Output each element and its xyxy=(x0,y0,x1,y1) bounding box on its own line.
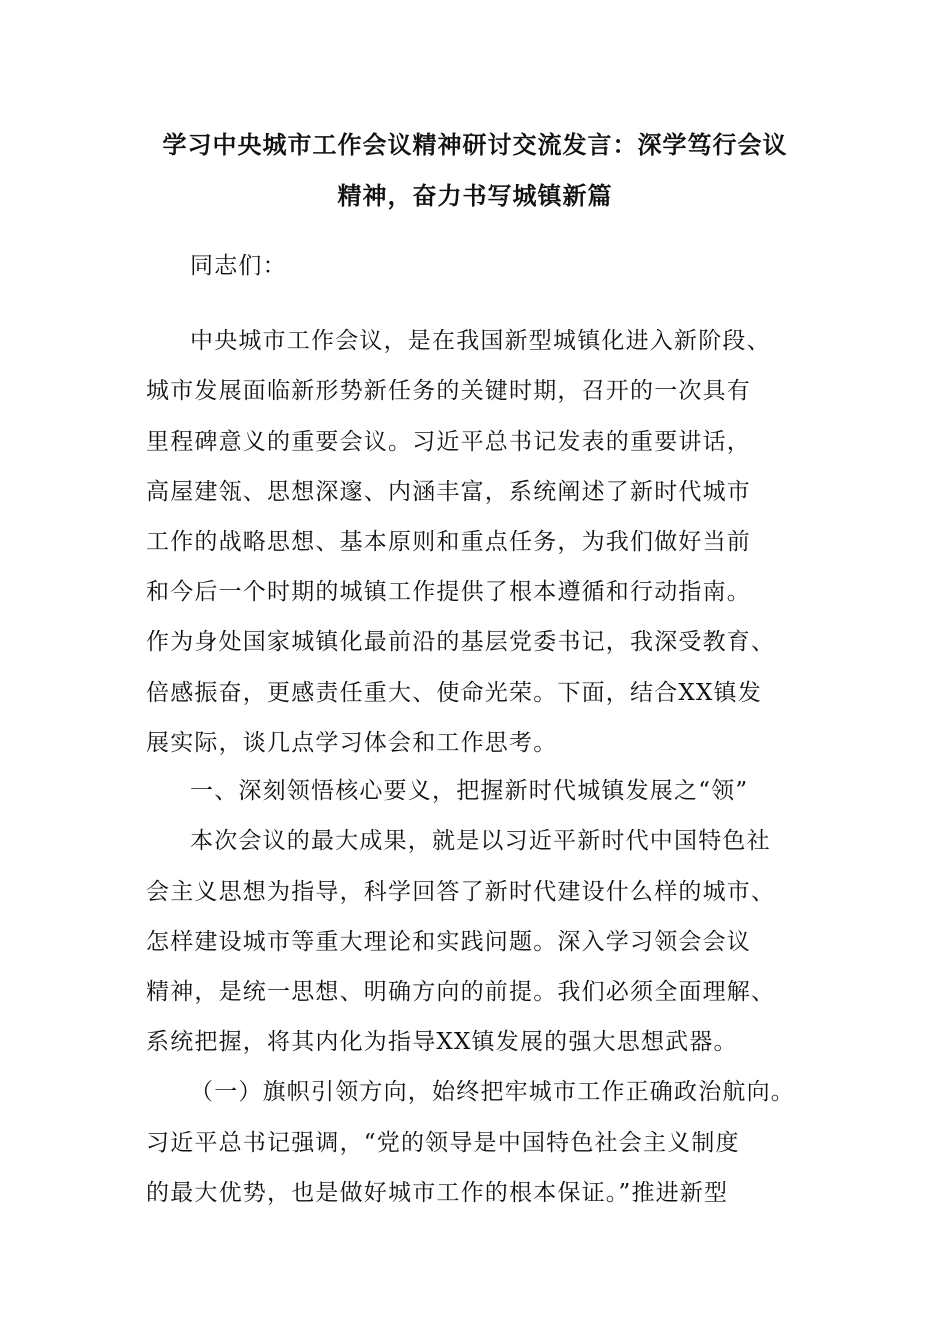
section-heading: 一、深刻领悟核心要义，把握新时代城镇发展之“领” xyxy=(190,778,749,804)
document-title-line-2: 精神，奋力书写城镇新篇 xyxy=(337,182,613,210)
body-line: 和今后一个时期的城镇工作提供了根本遵循和行动指南。 xyxy=(146,579,751,605)
body-line: 会主义思想为指导，科学回答了新时代建设什么样的城市、 xyxy=(146,879,776,905)
body-line: 展实际，谈几点学习体会和工作思考。 xyxy=(146,730,558,756)
subsection-heading: （一）旗帜引领方向，始终把牢城市工作正确政治航向。 xyxy=(190,1079,795,1105)
document-title-line-1: 学习中央城市工作会议精神研讨交流发言：深学笃行会议 xyxy=(162,131,788,159)
salutation: 同志们： xyxy=(190,253,287,279)
body-line: 高屋建瓴、思想深邃、内涵丰富，系统阐述了新时代城市 xyxy=(146,479,751,505)
body-line: 习近平总书记强调，“党的领导是中国特色社会主义制度 xyxy=(146,1130,740,1156)
body-line: 里程碑意义的重要会议。习近平总书记发表的重要讲话， xyxy=(146,429,751,455)
body-line: 怎样建设城市等重大理论和实践问题。深入学习领会会议 xyxy=(146,929,751,955)
body-line: 精神，是统一思想、明确方向的前提。我们必须全面理解、 xyxy=(146,979,776,1005)
body-line: 工作的战略思想、基本原则和重点任务，为我们做好当前 xyxy=(146,529,751,555)
body-line: 的最大优势，也是做好城市工作的根本保证。”推进新型 xyxy=(146,1180,729,1206)
body-line: 城市发展面临新形势新任务的关键时期，召开的一次具有 xyxy=(146,378,751,404)
body-line: 倍感振奋，更感责任重大、使命光荣。下面，结合XX镇发 xyxy=(146,680,762,706)
body-line: 系统把握，将其内化为指导XX镇发展的强大思想武器。 xyxy=(146,1029,738,1055)
body-line: 中央城市工作会议，是在我国新型城镇化进入新阶段、 xyxy=(190,328,771,354)
body-line: 本次会议的最大成果，就是以习近平新时代中国特色社 xyxy=(190,828,771,854)
body-line: 作为身处国家城镇化最前沿的基层党委书记，我深受教育、 xyxy=(146,629,776,655)
